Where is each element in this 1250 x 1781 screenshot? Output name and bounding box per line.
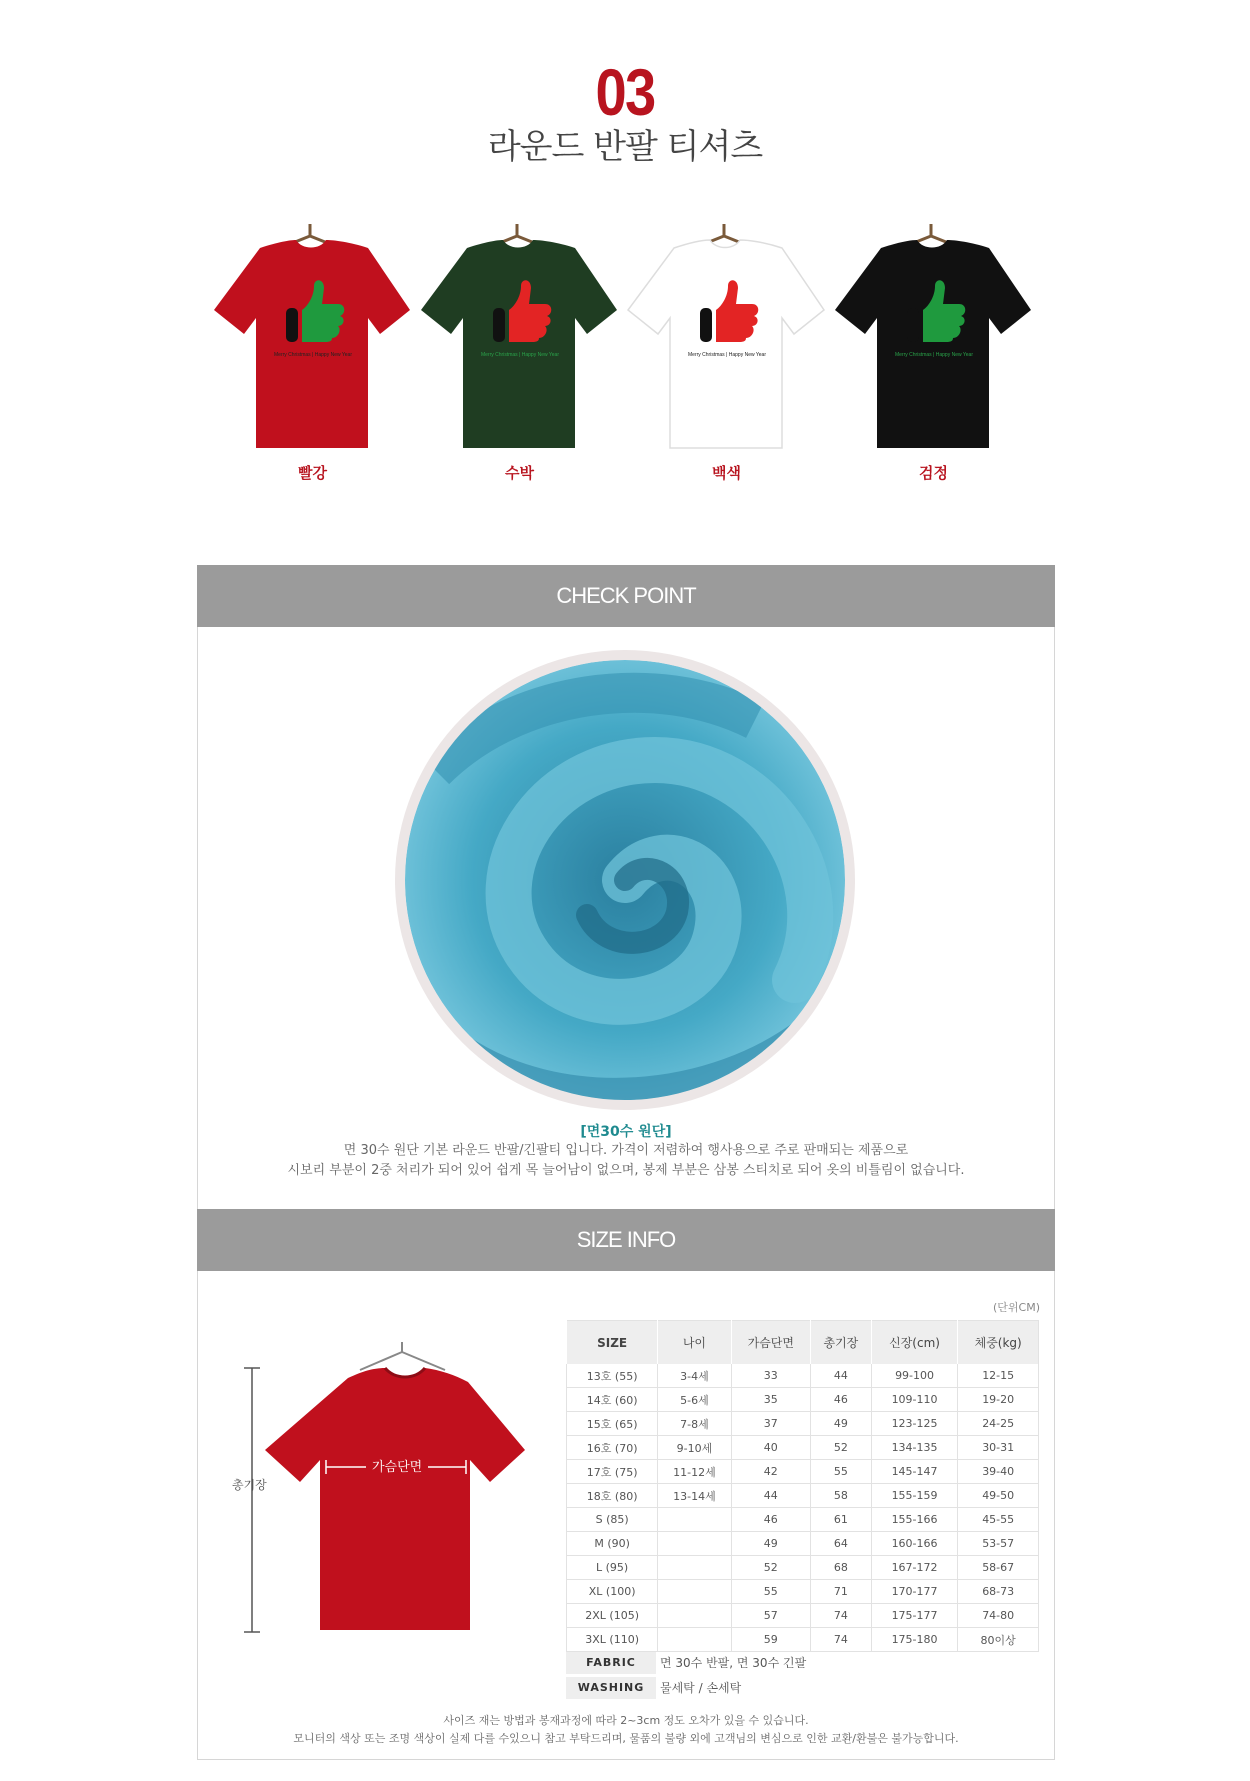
column-header: SIZE	[567, 1321, 658, 1365]
unit-label: (단위CM)	[992, 1301, 1040, 1314]
size-note-2: 모니터의 색상 또는 조명 색상이 실제 다를 수있으니 참고 부탁드리며, 물품의 불량 외에 고객님의 변심으로 인한 교환/환불은 불가능합니다.	[293, 1732, 959, 1745]
table-cell: S (85)	[567, 1508, 658, 1532]
tshirt-icon	[417, 222, 622, 452]
table-row	[567, 1604, 1039, 1628]
washing-label: WASHING	[566, 1677, 656, 1699]
table-cell: 59	[731, 1628, 810, 1652]
fabric-description-1: 면 30수 원단 기본 라운드 반팔/긴팔티 입니다. 가격이 저렴하여 행사용으로 주로 판매되는 제품으로	[343, 1143, 909, 1158]
table-cell: 7-8세	[658, 1412, 731, 1436]
shirt-option-1[interactable]	[417, 222, 622, 482]
table-cell: 74-80	[958, 1604, 1039, 1628]
table-row	[567, 1532, 1039, 1556]
table-cell: 15호 (65)	[567, 1412, 658, 1436]
column-header: 신장(cm)	[871, 1321, 958, 1365]
table-row	[567, 1556, 1039, 1580]
table-cell: 30-31	[958, 1436, 1039, 1460]
fabric-value: 면 30수 반팔, 면 30수 긴팔	[660, 1656, 807, 1670]
table-cell: 64	[811, 1532, 872, 1556]
table-cell	[658, 1532, 731, 1556]
table-cell: 155-166	[871, 1508, 958, 1532]
column-header: 총기장	[811, 1321, 872, 1365]
table-row	[567, 1388, 1039, 1412]
table-cell: 109-110	[871, 1388, 958, 1412]
table-cell: 61	[811, 1508, 872, 1532]
fabric-caption: [면30수 원단]	[580, 1124, 672, 1140]
table-cell: 175-180	[871, 1628, 958, 1652]
tshirt-icon	[210, 222, 415, 452]
table-cell: 58	[811, 1484, 872, 1508]
table-cell: 3XL (110)	[567, 1628, 658, 1652]
size-info-heading: SIZE INFO	[197, 1209, 1055, 1271]
shirt-print-text: Merry Christmas | Happy New Year	[895, 352, 973, 358]
table-cell: L (95)	[567, 1556, 658, 1580]
table-row	[567, 1508, 1039, 1532]
table-cell: 42	[731, 1460, 810, 1484]
table-cell: 145-147	[871, 1460, 958, 1484]
table-cell: 16호 (70)	[567, 1436, 658, 1460]
table-cell: 167-172	[871, 1556, 958, 1580]
size-table-body	[567, 1364, 1039, 1652]
table-cell: 58-67	[958, 1556, 1039, 1580]
size-table-header	[567, 1321, 1039, 1365]
table-cell: 44	[731, 1484, 810, 1508]
table-cell: 68	[811, 1556, 872, 1580]
size-note-1: 사이즈 재는 방법과 봉재과정에 따라 2~3cm 정도 오차가 있을 수 있습니다.	[443, 1714, 809, 1727]
table-cell: 3-4세	[658, 1364, 731, 1388]
table-cell: 13-14세	[658, 1484, 731, 1508]
check-point-heading: CHECK POINT	[197, 565, 1055, 627]
table-cell: 49	[811, 1412, 872, 1436]
table-cell: 134-135	[871, 1436, 958, 1460]
table-cell: 49	[731, 1532, 810, 1556]
table-cell: 46	[731, 1508, 810, 1532]
table-row	[567, 1364, 1039, 1388]
table-row	[567, 1628, 1039, 1652]
table-cell: 14호 (60)	[567, 1388, 658, 1412]
product-number: 03	[595, 55, 655, 129]
shirt-print-text: Merry Christmas | Happy New Year	[274, 352, 352, 358]
table-row	[567, 1484, 1039, 1508]
table-cell: 52	[811, 1436, 872, 1460]
shirt-option-2[interactable]	[624, 222, 829, 482]
table-cell: 49-50	[958, 1484, 1039, 1508]
table-cell: 40	[731, 1436, 810, 1460]
table-row	[567, 1580, 1039, 1604]
column-header: 체중(kg)	[958, 1321, 1039, 1365]
table-cell	[658, 1508, 731, 1532]
table-cell: 5-6세	[658, 1388, 731, 1412]
table-cell: 13호 (55)	[567, 1364, 658, 1388]
column-header: 나이	[658, 1321, 731, 1365]
table-row	[567, 1412, 1039, 1436]
size-diagram	[240, 1330, 540, 1640]
product-title: 라운드 반팔 티셔츠	[487, 127, 763, 167]
table-cell: 33	[731, 1364, 810, 1388]
table-cell: 18호 (80)	[567, 1484, 658, 1508]
total-length-label: 총기장	[232, 1478, 267, 1492]
table-cell: 52	[731, 1556, 810, 1580]
table-cell: 44	[811, 1364, 872, 1388]
column-header: 가슴단면	[731, 1321, 810, 1365]
table-cell: 19-20	[958, 1388, 1039, 1412]
dimension-line-total	[244, 1368, 260, 1632]
table-cell: 11-12세	[658, 1460, 731, 1484]
washing-value: 물세탁 / 손세탁	[660, 1681, 742, 1695]
tshirt-icon	[624, 222, 829, 452]
table-cell: 55	[731, 1580, 810, 1604]
table-cell: 80이상	[958, 1628, 1039, 1652]
table-cell: 155-159	[871, 1484, 958, 1508]
table-cell	[658, 1580, 731, 1604]
table-cell: 71	[811, 1580, 872, 1604]
table-cell: 2XL (105)	[567, 1604, 658, 1628]
fabric-description-2: 시보리 부분이 2중 처리가 되어 있어 쉽게 목 늘어남이 없으며, 봉제 부분은 삼봉 스티치로 되어 옷의 비틀림이 없습니다.	[287, 1163, 965, 1178]
table-cell: 68-73	[958, 1580, 1039, 1604]
table-cell: 24-25	[958, 1412, 1039, 1436]
table-cell: XL (100)	[567, 1580, 658, 1604]
table-cell: 46	[811, 1388, 872, 1412]
table-cell: 12-15	[958, 1364, 1039, 1388]
shirt-color-label: 빨강	[298, 464, 327, 482]
table-cell: 74	[811, 1628, 872, 1652]
size-table	[566, 1320, 1039, 1652]
table-cell: 175-177	[871, 1604, 958, 1628]
shirt-print-text: Merry Christmas | Happy New Year	[481, 352, 559, 358]
table-cell: 37	[731, 1412, 810, 1436]
table-cell	[658, 1556, 731, 1580]
table-cell: 17호 (75)	[567, 1460, 658, 1484]
table-row	[567, 1460, 1039, 1484]
fabric-swirl	[405, 660, 845, 1100]
shirt-print-text: Merry Christmas | Happy New Year	[688, 352, 766, 358]
table-cell: 99-100	[871, 1364, 958, 1388]
shirt-option-0[interactable]	[210, 222, 415, 482]
table-cell: 74	[811, 1604, 872, 1628]
fabric-image	[395, 650, 855, 1110]
table-cell: 39-40	[958, 1460, 1039, 1484]
table-cell: 53-57	[958, 1532, 1039, 1556]
table-cell: 35	[731, 1388, 810, 1412]
hanger-icon	[360, 1342, 445, 1370]
shirt-color-label: 검정	[919, 464, 948, 482]
diagram-shirt	[265, 1368, 525, 1630]
table-cell: 160-166	[871, 1532, 958, 1556]
table-cell: 9-10세	[658, 1436, 731, 1460]
chest-width-label: 가슴단면	[366, 1456, 428, 1475]
table-cell	[658, 1604, 731, 1628]
shirt-option-3[interactable]	[831, 222, 1036, 482]
table-cell: 170-177	[871, 1580, 958, 1604]
shirt-color-label: 백색	[712, 464, 741, 482]
table-cell: 55	[811, 1460, 872, 1484]
table-cell	[658, 1628, 731, 1652]
fabric-label: FABRIC	[566, 1652, 656, 1674]
table-cell: 57	[731, 1604, 810, 1628]
table-cell: M (90)	[567, 1532, 658, 1556]
table-row	[567, 1436, 1039, 1460]
table-cell: 45-55	[958, 1508, 1039, 1532]
shirt-color-label: 수박	[505, 464, 534, 482]
tshirt-icon	[831, 222, 1036, 452]
table-cell: 123-125	[871, 1412, 958, 1436]
